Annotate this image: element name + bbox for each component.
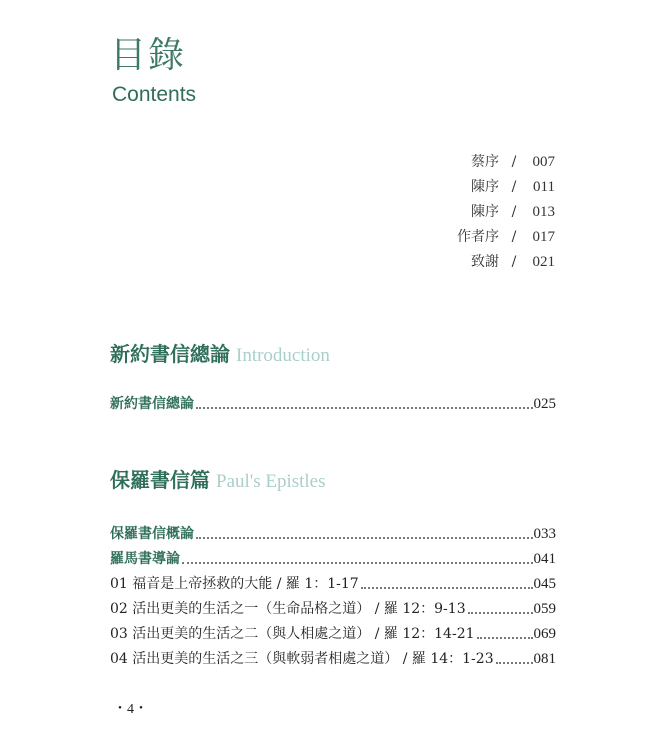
entry-page: 025 <box>533 396 556 412</box>
toc-entry[interactable] <box>110 543 556 568</box>
dot-leader <box>182 562 533 564</box>
preface-item[interactable] <box>355 252 555 277</box>
separator: / <box>511 204 517 220</box>
separator: / <box>511 179 517 195</box>
entry-label: 03 活出更美的生活之二（與人相處之道） / 羅 12：14-21 <box>110 626 475 642</box>
entry-page: 041 <box>533 551 556 567</box>
entry-page: 059 <box>533 601 556 617</box>
section-heading-introduction <box>110 341 330 369</box>
preface-page: 017 <box>532 229 555 245</box>
section-title-zh: 新約書信總論 <box>110 342 230 366</box>
page-number: ・4・ <box>113 702 148 717</box>
preface-label: 蔡序 <box>471 154 499 170</box>
entry-label: 保羅書信概論 <box>110 526 194 542</box>
preface-label: 致謝 <box>471 254 499 270</box>
toc-entry[interactable] <box>110 568 556 593</box>
separator: / <box>511 154 517 170</box>
separator: / <box>511 254 517 270</box>
separator: / <box>511 229 517 245</box>
dot-leader <box>477 637 533 639</box>
preface-page: 021 <box>532 254 555 270</box>
preface-list <box>355 152 555 277</box>
dot-leader <box>196 537 533 539</box>
toc-entry[interactable] <box>110 388 556 413</box>
entry-label: 新約書信總論 <box>110 396 194 412</box>
entry-page: 069 <box>533 626 556 642</box>
preface-item[interactable] <box>355 177 555 202</box>
preface-page: 013 <box>532 204 555 220</box>
toc-entry[interactable] <box>110 643 556 668</box>
toc-pauls-epistles <box>110 513 556 668</box>
dot-leader <box>468 612 533 614</box>
toc-introduction <box>110 388 556 413</box>
entry-page: 033 <box>533 526 556 542</box>
section-heading-pauls-epistles <box>110 467 326 495</box>
toc-entry[interactable] <box>110 513 556 543</box>
entry-label: 04 活出更美的生活之三（與軟弱者相處之道） / 羅 14：1-23 <box>110 651 494 667</box>
page-title: 目錄 <box>110 35 187 76</box>
preface-item[interactable] <box>355 202 555 227</box>
section-title-en: Paul's Epistles <box>216 471 326 492</box>
entry-label: 01 福音是上帝拯救的大能 / 羅 1：1-17 <box>110 576 359 592</box>
dot-leader <box>496 662 533 664</box>
preface-item[interactable] <box>355 227 555 252</box>
entry-page: 045 <box>533 576 556 592</box>
toc-entry[interactable] <box>110 618 556 643</box>
dot-leader <box>361 587 533 589</box>
page-subtitle: Contents <box>112 83 197 106</box>
dot-leader <box>196 407 533 409</box>
entry-label: 羅馬書導論 <box>110 551 180 567</box>
toc-entry[interactable] <box>110 593 556 618</box>
preface-item[interactable] <box>355 152 555 177</box>
preface-page: 007 <box>532 154 555 170</box>
section-title-zh: 保羅書信篇 <box>110 468 210 492</box>
section-title-en: Introduction <box>236 345 330 366</box>
preface-label: 陳序 <box>471 204 499 220</box>
preface-page: 011 <box>533 179 555 195</box>
entry-label: 02 活出更美的生活之一（生命品格之道） / 羅 12：9-13 <box>110 601 466 617</box>
preface-label: 陳序 <box>471 179 499 195</box>
preface-label: 作者序 <box>457 229 499 245</box>
entry-page: 081 <box>533 651 556 667</box>
